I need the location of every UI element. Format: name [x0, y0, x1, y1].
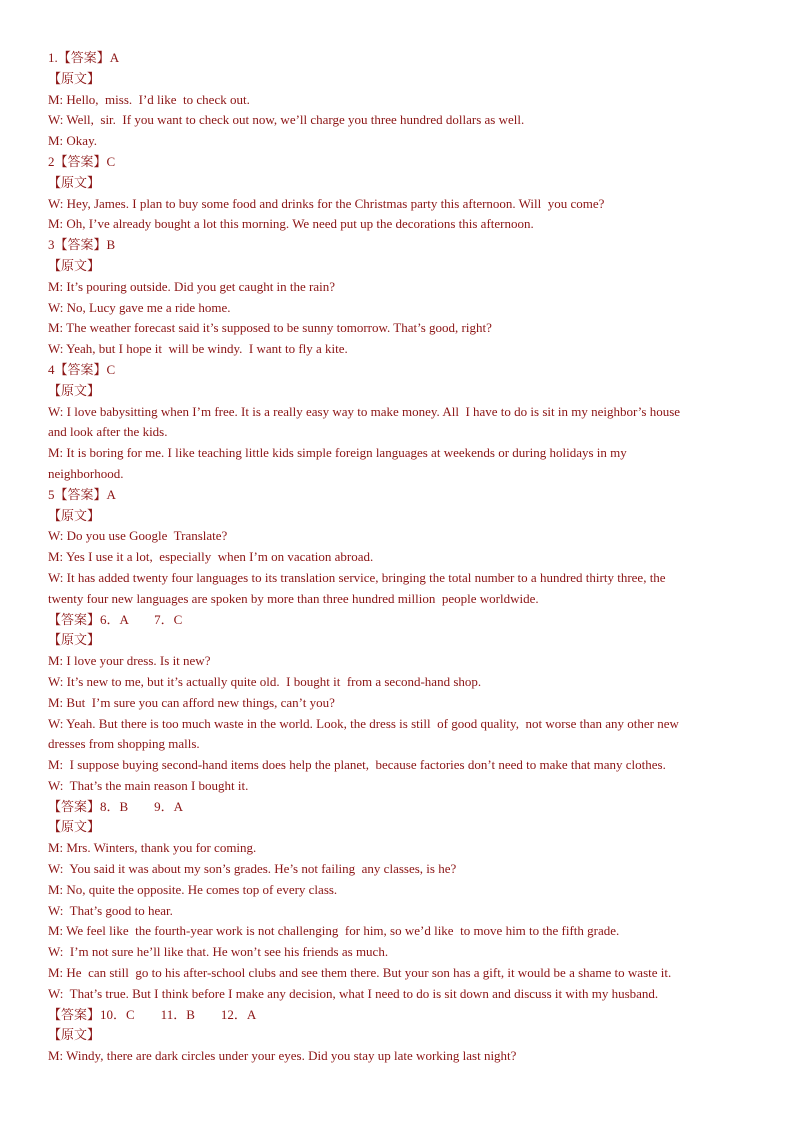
answer-line: 5【答案】A: [48, 486, 116, 502]
dialog-line: M: The weather forecast said it’s supposed to be sunny tomorrow. That’s good, right?: [48, 320, 492, 336]
answer-line: 2【答案】C: [48, 153, 116, 169]
transcript-header: 【原文】: [48, 70, 101, 86]
dialog-line: M: Okay.: [48, 133, 97, 149]
transcript-header: 【原文】: [48, 257, 101, 273]
answer-line: 1.【答案】A: [48, 50, 120, 65]
dialog-line: M: We feel like the fourth-year work is not challenging for him, so we’d like to move him to the fifth grade.: [48, 923, 620, 939]
dialog-line: W: That’s good to hear.: [48, 902, 173, 918]
answer-line: 4【答案】C: [48, 361, 116, 377]
dialog-line: M: But I’m sure you can afford new things, can’t you?: [48, 694, 335, 710]
dialog-line: neighborhood.: [48, 465, 124, 481]
dialog-line: M: I suppose buying second-hand items does help the planet, because factories don’t need to make that many clothes.: [48, 757, 666, 773]
dialog-line: W: It’s new to me, but it’s actually quite old. I bought it from a second-hand shop.: [48, 673, 482, 689]
answer-line: 【答案】6．A 7．C: [48, 611, 183, 627]
dialog-line: M: Yes I use it a lot, especially when I’m on vacation abroad.: [48, 549, 374, 565]
transcript-header: 【原文】: [48, 632, 101, 648]
dialog-line: W: Yeah, but I hope it will be windy. I want to fly a kite.: [48, 341, 348, 357]
answer-line: 3【答案】B: [48, 237, 116, 253]
transcript-header: 【原文】: [48, 382, 101, 398]
dialog-line: W: I love babysitting when I’m free. It is a really easy way to make money. All I have to do is sit in my neighbor’s house: [48, 403, 681, 419]
dialog-line: M: It’s pouring outside. Did you get caught in the rain?: [48, 278, 336, 294]
dialog-line: W: Do you use Google Translate?: [48, 528, 228, 544]
dialog-line: W: That’s true. But I think before I make any decision, what I need to do is sit down and discuss it with my husband.: [48, 985, 659, 1001]
dialog-line: M: It is boring for me. I like teaching little kids simple foreign languages at weekends or during holidays in my: [48, 445, 627, 461]
dialog-line: M: He can still go to his after-school clubs and see them there. But your son has a gift, it would be a shame to waste it.: [48, 965, 672, 981]
dialog-line: W: You said it was about my son’s grades. He’s not failing any classes, is he?: [48, 861, 457, 877]
dialog-line: M: I love your dress. Is it new?: [48, 653, 211, 669]
answer-key-document: [48, 48, 738, 1067]
dialog-line: W: No, Lucy gave me a ride home.: [48, 299, 231, 315]
dialog-line: W: Hey, James. I plan to buy some food and drinks for the Christmas party this afternoon. Will you come?: [48, 195, 605, 211]
dialog-line: W: Yeah. But there is too much waste in the world. Look, the dress is still of good quality, not worse than any other new: [48, 715, 679, 731]
transcript-header: 【原文】: [48, 174, 101, 190]
dialog-line: M: No, quite the opposite. He comes top of every class.: [48, 881, 338, 897]
dialog-line: twenty four new languages are spoken by more than three hundred million people worldwide.: [48, 590, 539, 606]
answer-line: 【答案】8．B 9．A: [48, 798, 184, 814]
dialog-line: dresses from shopping malls.: [48, 736, 200, 752]
dialog-line: M: Windy, there are dark circles under your eyes. Did you stay up late working last night?: [48, 1048, 517, 1064]
dialog-line: W: It has added twenty four languages to its translation service, bringing the total number to a hundred thirty three, the: [48, 569, 666, 585]
dialog-line: and look after the kids.: [48, 424, 168, 440]
transcript-header: 【原文】: [48, 819, 101, 835]
dialog-line: M: Hello, miss. I’d like to check out.: [48, 91, 250, 107]
dialog-line: M: Oh, I’ve already bought a lot this morning. We need put up the decorations this afternoon.: [48, 216, 534, 232]
answer-line: 【答案】10．C 11．B 12．A: [48, 1006, 257, 1022]
transcript-header: 【原文】: [48, 1027, 101, 1043]
dialog-line: M: Mrs. Winters, thank you for coming.: [48, 840, 257, 856]
dialog-line: W: That’s the main reason I bought it.: [48, 777, 249, 793]
dialog-line: W: I’m not sure he’ll like that. He won’t see his friends as much.: [48, 944, 389, 960]
dialog-line: W: Well, sir. If you want to check out now, we’ll charge you three hundred dollars as well.: [48, 112, 525, 128]
transcript-header: 【原文】: [48, 507, 101, 523]
